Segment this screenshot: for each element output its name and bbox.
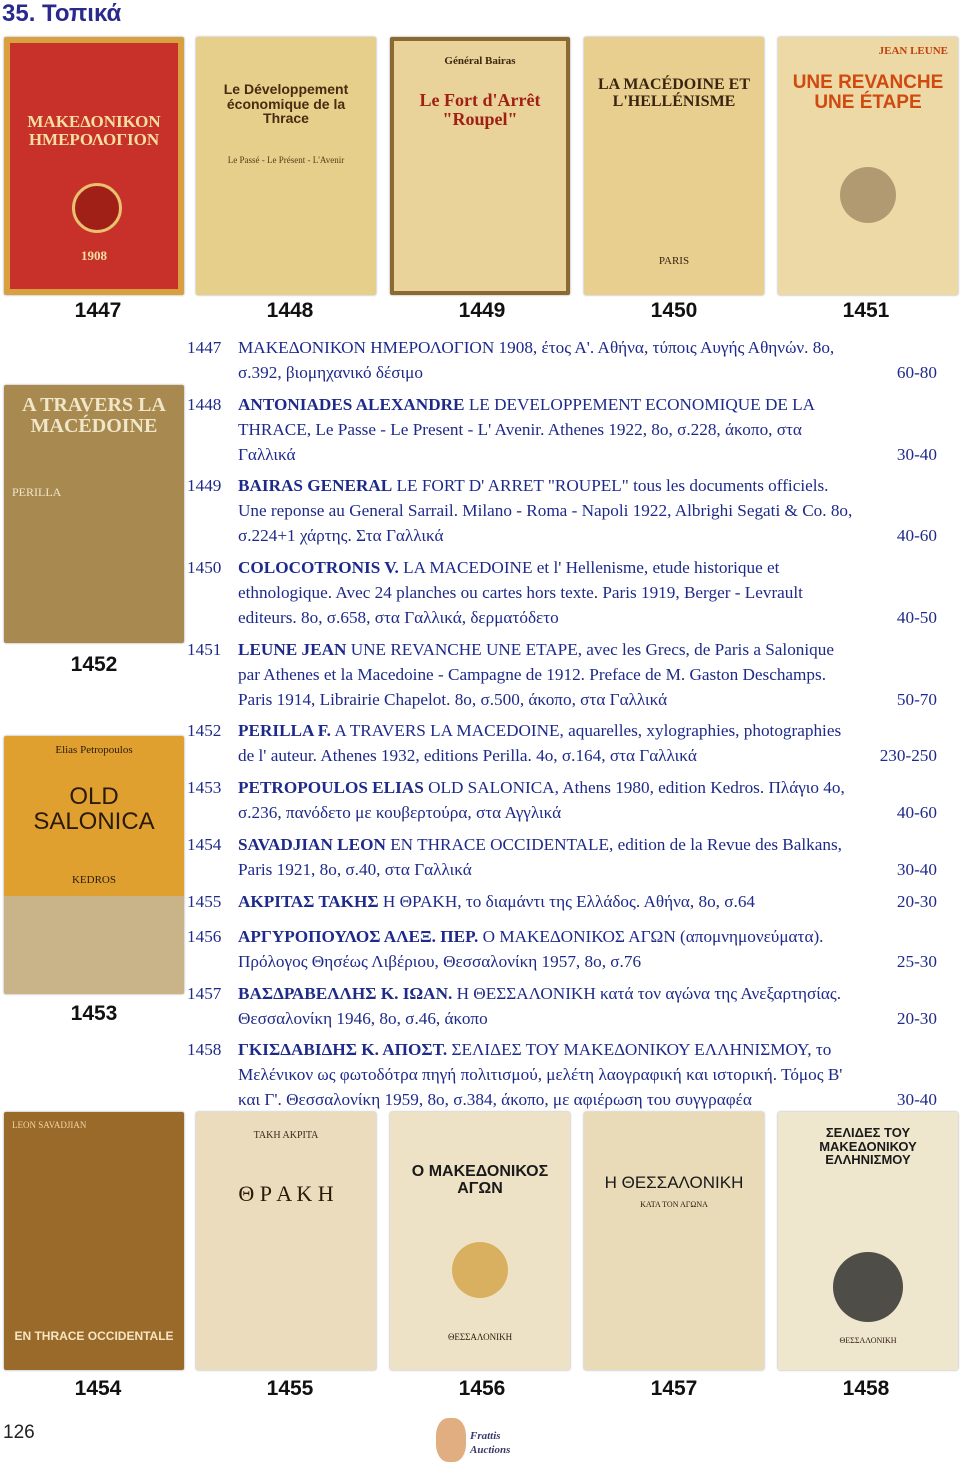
author-name: ANTONIADES ALEXANDRE	[238, 395, 465, 414]
entry-line	[238, 718, 937, 743]
book-cover-1452[interactable]	[4, 385, 184, 643]
lot-label: 1457	[650, 1377, 698, 1400]
lot-entry	[187, 832, 937, 882]
cover-emblem	[72, 183, 122, 233]
lot-entry	[187, 335, 937, 385]
entry-text: σ.236, πανόδετο με κουβερτούρα, στα Αγγλικά	[238, 803, 562, 822]
lot-label: 1450	[650, 299, 698, 322]
entry-text: LE FORT D' ARRET "ROUPEL" tous les documents officiels.	[392, 476, 829, 495]
logo-line-1: Frattis	[470, 1430, 501, 1442]
cover-subtitle: Général Bairas	[444, 55, 516, 67]
entry-line	[238, 1037, 937, 1062]
lot-number: 1454	[187, 835, 222, 854]
cover-title: ΣΕΛΙΔΕΣ ΤΟΥ ΜΑΚΕΔΟΝΙΚΟΥ ΕΛΛΗΝΙΣΜΟΥ	[819, 1125, 917, 1168]
cover-title: Le Fort d'Arrêt "Roupel"	[419, 90, 541, 129]
cover-eagle-emblem	[833, 1252, 903, 1322]
lot-number: 1453	[187, 778, 222, 797]
cover-coin-emblem	[452, 1242, 508, 1298]
entry-line	[238, 1087, 937, 1112]
cover-subtitle: JEAN LEUNE	[878, 45, 948, 57]
lot-entry	[187, 924, 937, 974]
author-name: ΑΡΓΥΡΟΠΟΥΛΟΣ ΑΛΕΞ. ΠΕΡ.	[238, 927, 479, 946]
lot-entry	[187, 392, 937, 467]
cover-subtitle: Elias Petropoulos	[55, 744, 133, 756]
logo-line-2: Auctions	[470, 1444, 511, 1456]
entry-text: LA MACEDOINE et l' Hellenisme, etude historique et	[398, 558, 780, 577]
lot-number: 1451	[187, 640, 222, 659]
entry-line	[238, 1006, 937, 1031]
cover-subtitle: ΘΕΣΣΑΛΟΝΙΚΗ	[839, 1336, 897, 1345]
lot-number: 1457	[187, 984, 222, 1003]
page-title: 35. Τοπικά	[2, 0, 122, 27]
cover-publisher: KEDROS	[71, 874, 116, 886]
book-cover-1448[interactable]	[196, 37, 376, 295]
entry-text: ΣΕΛΙΔΕΣ ΤΟΥ ΜΑΚΕΔΟΝΙΚΟΥ ΕΛΛΗΝΙΣΜΟΥ, το	[447, 1040, 832, 1059]
book-cover-1451[interactable]	[778, 37, 958, 295]
book-cover-1449[interactable]	[390, 37, 570, 295]
entry-text: Ο ΜΑΚΕΔΟΝΙΚΟΣ ΑΓΩΝ (απομνημονεύματα).	[478, 927, 824, 946]
lot-label: 1452	[70, 653, 118, 676]
lot-label: 1458	[842, 1377, 890, 1400]
entry-line	[238, 857, 937, 882]
price-estimate: 40-60	[896, 526, 937, 545]
lot-label: 1455	[266, 1377, 314, 1400]
entry-line	[238, 1062, 937, 1087]
cover-subtitle: 1908	[81, 248, 107, 263]
cover-subtitle: ΘΕΣΣΑΛΟΝΙΚΗ	[447, 1332, 513, 1342]
cover-title: ΜΑΚΕΔΟΝΙΚΟΝ ΗΜΕΡΟΛΟΓΙΟΝ	[27, 112, 161, 149]
lot-entry	[187, 555, 937, 630]
cover-subtitle: PERILLA	[12, 485, 62, 499]
entry-text: Γαλλικά	[238, 445, 296, 464]
entry-line	[238, 473, 937, 498]
lot-number: 1458	[187, 1040, 222, 1059]
cover-subtitle: PARIS	[658, 255, 690, 267]
entry-line	[238, 743, 937, 768]
entry-line	[238, 687, 937, 712]
cover-subtitle: ΚΑΤΑ ΤΟΝ ΑΓΩΝΑ	[640, 1200, 708, 1209]
entry-line	[238, 889, 937, 914]
entry-line	[238, 392, 937, 417]
lot-number: 1455	[187, 892, 222, 911]
entry-line	[238, 335, 937, 360]
cover-title: Θ Ρ Α Κ Η	[238, 1181, 334, 1206]
entry-line	[238, 637, 937, 662]
entry-line	[238, 442, 937, 467]
lot-label: 1449	[458, 299, 506, 322]
lot-number: 1452	[187, 721, 222, 740]
entry-text: Θεσσαλονίκη 1946, 8ο, σ.46, άκοπο	[238, 1009, 488, 1028]
price-estimate: 230-250	[879, 746, 937, 765]
entry-text: par Athenes et la Macedoine - Campagne de 1912. Preface de M. Gaston Deschamps.	[238, 665, 826, 684]
book-cover-1453[interactable]	[4, 736, 184, 994]
price-estimate: 40-50	[896, 608, 937, 627]
book-cover-1454[interactable]	[4, 1112, 184, 1370]
entry-text: σ.392, βιομηχανικό δέσιμο	[238, 363, 423, 382]
lot-entry	[187, 718, 937, 768]
lot-label: 1448	[266, 299, 314, 322]
lot-label: 1447	[74, 299, 122, 322]
author-name: COLOCOTRONIS V.	[238, 558, 399, 577]
cover-title: UNE REVANCHE UNE ÉTAPE	[792, 72, 944, 113]
cover-title: Ο ΜΑΚΕΔΟΝΙΚΟΣ ΑΓΩΝ	[411, 1163, 549, 1197]
author-name: LEUNE JEAN	[238, 640, 347, 659]
entry-line	[238, 949, 937, 974]
price-estimate: 25-30	[896, 952, 937, 971]
price-estimate: 20-30	[896, 892, 937, 911]
entry-line	[238, 981, 937, 1006]
entry-text: και Γ'. Θεσσαλονίκη 1959, 8ο, σ.384, άκοπο, με αφιέρωση του συγγραφέα	[238, 1090, 752, 1109]
entry-line	[238, 662, 937, 687]
entry-text: Une reponse au General Sarrail. Milano - Roma - Napoli 1922, Albrighi Segati & Co. 8o,	[238, 501, 853, 520]
cover-title: OLD SALONICA	[33, 783, 155, 836]
entry-text: Μελένικον ως φωτοδότρα πηγή πολιτισμού, μελέτη λαογραφική και ιστορική. Τόμος Β'	[238, 1065, 843, 1084]
lot-number: 1448	[187, 395, 222, 414]
entry-text: LE DEVELOPPEMENT ECONOMIQUE DE LA	[464, 395, 816, 414]
entry-text: UNE REVANCHE UNE ETAPE, avec les Grecs, de Paris a Salonique	[346, 640, 834, 659]
entry-text: Η ΘΡΑΚΗ, το διαμάντι της Ελλάδος. Αθήνα, 8ο, σ.64	[378, 892, 756, 911]
cover-title: Η ΘΕΣΣΑΛΟΝΙΚΗ	[604, 1173, 744, 1192]
entry-line	[238, 360, 937, 385]
book-cover-1450[interactable]	[584, 37, 764, 295]
price-estimate: 40-60	[896, 803, 937, 822]
price-estimate: 30-40	[896, 445, 937, 464]
lot-entry	[187, 775, 937, 825]
cover-title: EN THRACE OCCIDENTALE	[14, 1329, 174, 1343]
lot-label: 1454	[74, 1377, 122, 1400]
author-name: ΑΚΡΙΤΑΣ ΤΑΚΗΣ	[238, 892, 379, 911]
entry-line	[238, 924, 937, 949]
book-cover-1455[interactable]	[196, 1112, 376, 1370]
entry-text: ethnologique. Avec 24 planches ou cartes hors texte. Paris 1919, Berger - Levrault	[238, 583, 803, 602]
lot-number: 1456	[187, 927, 222, 946]
entry-text: σ.224+1 χάρτης. Στα Γαλλικά	[238, 526, 444, 545]
entry-text: Paris 1914, Librairie Chapelot. 8o, σ.500, άκοπο, στα Γαλλικά	[238, 690, 668, 709]
entry-text: THRACE, Le Passe - Le Present - L' Avenir. Athenes 1922, 8o, σ.228, άκοπο, στα	[238, 420, 802, 439]
entry-line	[238, 800, 937, 825]
price-estimate: 30-40	[896, 1090, 937, 1109]
entry-text: de l' auteur. Athenes 1932, editions Perilla. 4o, σ.164, στα Γαλλικά	[238, 746, 697, 765]
price-estimate: 20-30	[896, 1009, 937, 1028]
author-name: BAIRAS GENERAL	[238, 476, 393, 495]
cover-title: A TRAVERS LA MACÉDOINE	[22, 394, 166, 437]
entry-text: ΜΑΚΕΔΟΝΙΚΟΝ ΗΜΕΡΟΛΟΓΙΟΝ 1908, έτος Α'. Αθήνα, τύποις Αυγής Αθηνών. 8ο,	[238, 338, 835, 357]
cover-subtitle: ΤΑΚΗ ΑΚΡΙΤΑ	[253, 1130, 319, 1141]
cover-subtitle: LEON SAVADJIAN	[12, 1120, 87, 1130]
author-name: PERILLA F.	[238, 721, 331, 740]
author-name: SAVADJIAN LEON	[238, 835, 386, 854]
price-estimate: 30-40	[896, 860, 937, 879]
lot-number: 1450	[187, 558, 222, 577]
book-cover-1456[interactable]	[390, 1112, 570, 1370]
cover-title: Le Développement économique de la Thrace	[223, 81, 349, 127]
entry-line	[238, 832, 937, 857]
frattis-auctions-logo	[430, 1412, 530, 1470]
logo-cherub-icon	[436, 1418, 466, 1462]
cover-title: LA MACÉDOINE ET L'HELLÉNISME	[597, 76, 751, 110]
entry-line	[238, 555, 937, 580]
entry-text: A TRAVERS LA MACEDOINE, aquarelles, xylographies, photographies	[330, 721, 842, 740]
cover-eagle-emblem	[840, 167, 896, 223]
price-estimate: 50-70	[896, 690, 937, 709]
cover-harbour-photo	[4, 896, 184, 994]
lot-entry	[187, 637, 937, 712]
page-number: 126	[3, 1422, 35, 1443]
author-name: ΒΑΣΔΡΑΒΕΛΛΗΣ Κ. ΙΩΑΝ.	[238, 984, 453, 1003]
entry-line	[238, 580, 937, 605]
entry-text: Η ΘΕΣΣΑΛΟΝΙΚΗ κατά τον αγώνα της Ανεξαρτησίας.	[452, 984, 841, 1003]
lot-number: 1449	[187, 476, 222, 495]
entry-line	[238, 417, 937, 442]
entry-line	[238, 498, 937, 523]
entry-text: OLD SALONICA, Athens 1980, edition Kedros. Πλάγιο 4ο,	[423, 778, 845, 797]
entry-text: editeurs. 8o, σ.658, στα Γαλλικά, δερματόδετο	[238, 608, 559, 627]
entry-text: Πρόλογος Θησέως Λιβέριου, Θεσσαλονίκη 1957, 8ο, σ.76	[238, 952, 642, 971]
entry-text: Paris 1921, 8o, σ.40, στα Γαλλικά	[238, 860, 472, 879]
cover-subtitle: Le Passé - Le Présent - L'Avenir	[227, 155, 345, 165]
lot-label: 1451	[842, 299, 890, 322]
lot-entry	[187, 889, 937, 914]
book-cover-1447[interactable]	[4, 37, 184, 295]
lot-label: 1453	[70, 1002, 118, 1025]
lot-entry	[187, 473, 937, 548]
author-name: PETROPOULOS ELIAS	[238, 778, 424, 797]
lot-label: 1456	[458, 1377, 506, 1400]
entry-line	[238, 775, 937, 800]
entry-line	[238, 523, 937, 548]
book-cover-1458[interactable]	[778, 1112, 958, 1370]
entry-text: EN THRACE OCCIDENTALE, edition de la Revue des Balkans,	[385, 835, 842, 854]
book-cover-1457[interactable]	[584, 1112, 764, 1370]
lot-entry	[187, 1037, 937, 1112]
author-name: ΓΚΙΣΔΑΒΙΔΗΣ Κ. ΑΠΟΣΤ.	[238, 1040, 448, 1059]
entry-line	[238, 605, 937, 630]
lot-number: 1447	[187, 338, 222, 357]
price-estimate: 60-80	[896, 363, 937, 382]
lot-entry	[187, 981, 937, 1031]
